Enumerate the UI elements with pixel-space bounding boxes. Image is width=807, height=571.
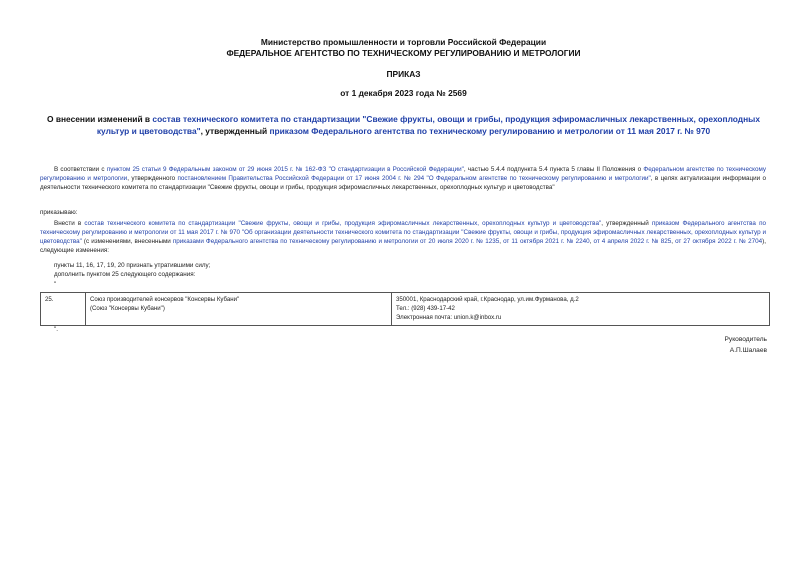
amend-text-1: Внести в [54, 220, 85, 227]
title-link-committee[interactable]: состав технического комитета по стандартизации "Свежие фрукты, овощи и грибы, продукция эфиромасличных лекарственных, орехоплодных культур и цветоводства" [96, 114, 760, 136]
amendment-item-1: пункты 11, 16, 17, 19, 20 признать утратившими силу; [54, 262, 211, 269]
preamble-link-resolution[interactable]: постановлением Правительства Российской Федерации от 17 июня 2004 г. № 294 "О Федеральном агентстве по техническому регулированию и метрологии" [177, 175, 651, 183]
document-type: ПРИКАЗ [386, 69, 421, 79]
organization-phone: Тел.: (928) 439-17-42 [396, 305, 455, 313]
amend-link-order-1235[interactable]: приказами Федерального агентства по техническому регулированию и метрологии от 20 июля 2020 г. № 1235 [172, 238, 500, 246]
preamble-text-2: , частью 5.4.4 подпункта 5.4 пункта 5 главы II Положения о [463, 166, 644, 173]
document-title [40, 113, 767, 137]
preamble-text-4: , в целях актуализации информации о деятельности технического комитета по стандартизации "Свежие фрукты, овощи и грибы, продукция эфиромасличных лекарственных, орехоплодных культур и цветоводства" [40, 175, 766, 192]
amend-text-5: , [589, 238, 594, 246]
amendment-paragraph [40, 219, 766, 255]
amend-text-3: (с изменениями, внесенными [81, 238, 173, 246]
organization-email: Электронная почта: union.k@inbox.ru [396, 314, 502, 322]
member-organization [86, 293, 392, 326]
organization-address: 350001, Краснодарский край, г.Краснодар, ул.им.Фурманова, д.2 [396, 296, 579, 303]
table-row [41, 293, 770, 326]
amend-text-6: , [671, 238, 676, 246]
amend-text-7: ), следующие изменения: [40, 238, 766, 255]
amend-link-order-2240[interactable]: от 11 октября 2021 г. № 2240 [503, 238, 590, 246]
member-number: 25. [41, 293, 86, 326]
amend-link-order-825[interactable]: от 4 апреля 2022 г. № 825 [593, 238, 672, 246]
member-contacts [392, 293, 770, 326]
agency-name: ФЕДЕРАЛЬНОЕ АГЕНТСТВО ПО ТЕХНИЧЕСКОМУ РЕГУЛИРОВАНИЮ И МЕТРОЛОГИИ [226, 48, 581, 58]
title-prefix: О внесении изменений в [46, 114, 153, 124]
amendment-item-2: дополнить пунктом 25 следующего содержания: [54, 271, 196, 278]
signatory-name: А.П.Шалаев [729, 347, 767, 354]
amend-link-committee[interactable]: состав технического комитета по стандартизации "Свежие фрукты, овощи и грибы, продукция эфиромасличных лекарственных, орехоплодных культур и цветоводства" [84, 220, 602, 227]
amend-text-2: , утвержденный [601, 220, 652, 227]
amend-link-order-2704[interactable]: от 27 октября 2022 г. № 2704 [675, 238, 763, 246]
amend-text-4: , [499, 238, 504, 246]
title-middle: , утвержденный [200, 126, 270, 136]
signatory-position: Руководитель [724, 336, 767, 343]
preamble-paragraph [40, 165, 766, 192]
preamble-link-agency[interactable]: Федеральном агентстве по техническому регулированию и метрологии [40, 166, 766, 183]
committee-member-table [40, 292, 770, 326]
quote-open-mark: " [54, 281, 57, 288]
order-word: приказываю: [40, 209, 78, 216]
title-link-order[interactable]: приказом Федерального агентства по техническому регулированию и метрологии от 11 мая 2017 г. № 970 [269, 126, 711, 136]
ministry-name: Министерство промышленности и торговли Российской Федерации [260, 37, 547, 47]
organization-short-name: (Союз "Консервы Кубани") [90, 305, 165, 313]
preamble-link-law[interactable]: пунктом 25 статьи 9 Федеральным законом от 29 июня 2015 г. № 162-ФЗ "О стандартизации в Российской Федерации" [106, 166, 464, 173]
preamble-text-3: , утвержденного [127, 175, 178, 183]
organization-name: Союз производителей консервов "Консервы Кубани" [90, 296, 240, 303]
document-date-number: от 1 декабря 2023 года № 2569 [340, 88, 467, 98]
quote-close-mark: ". [54, 326, 58, 333]
amend-link-order-970[interactable]: приказом Федерального агентства по техническому регулированию и метрологии от 11 мая 2017 г. № 970 "Об организации деятельности технического комитета по стандартизации "Свежие фрукты, овощи и грибы, продукция эфиромасличных лекарственных, орехоплодных культур и цветоводства" [40, 220, 767, 246]
preamble-text-1: В соответствии с [54, 166, 107, 173]
